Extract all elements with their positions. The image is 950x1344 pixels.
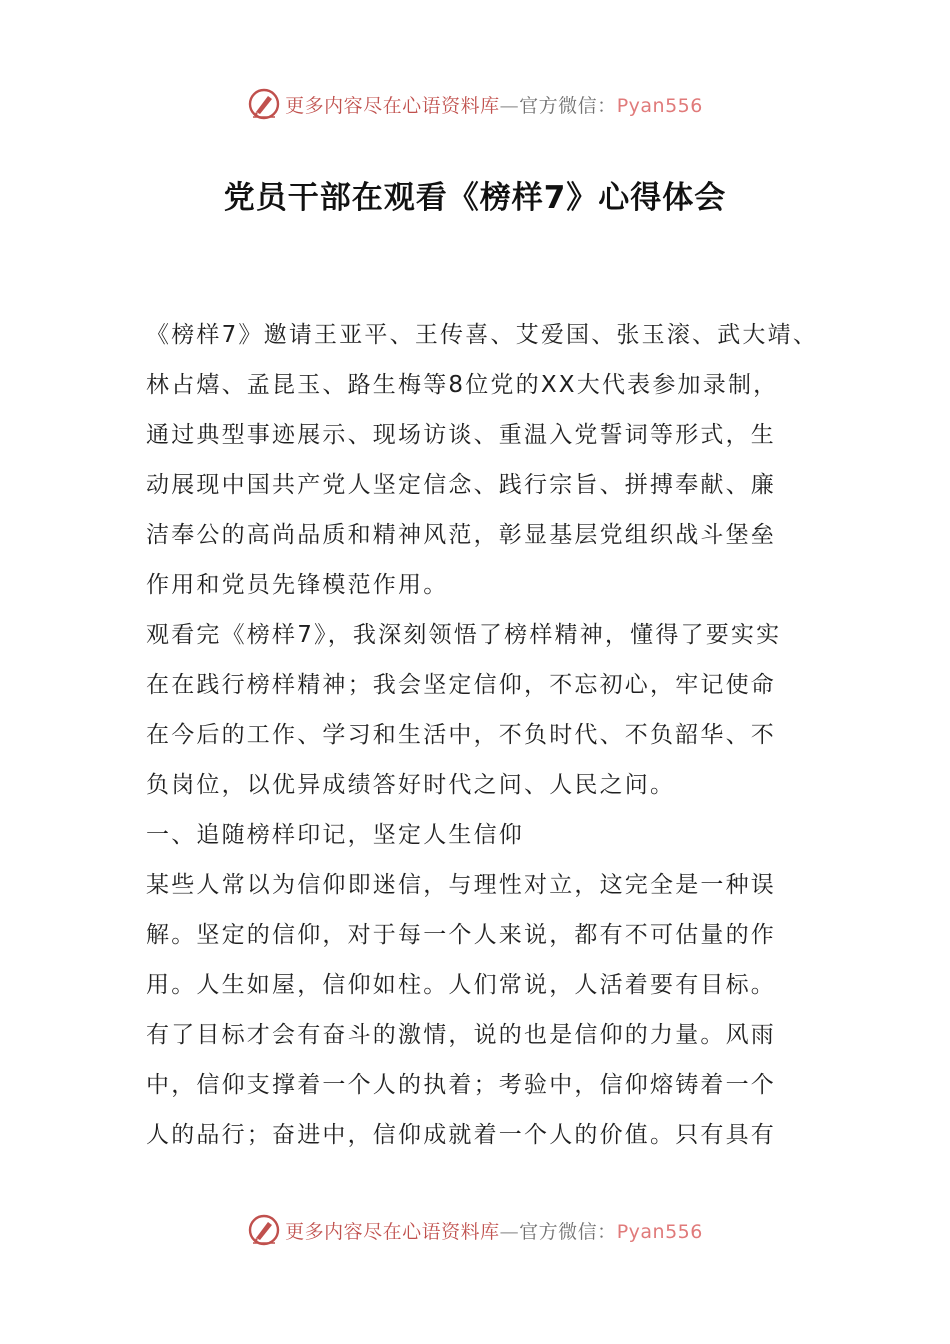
footer-banner [0, 1210, 950, 1250]
text-line: 解。坚定的信仰，对于每一个人来说，都有不可估量的作 [146, 922, 776, 948]
document-title: 党员干部在观看《榜样7》心得体会 [223, 180, 727, 216]
text-line: 观看完《榜样7》，我深刻领悟了榜样精神，懂得了要实实 [146, 622, 782, 648]
banner-wechat-id: Pyan556 [616, 1220, 703, 1243]
text-line: 通过典型事迹展示、现场访谈、重温入党誓词等形式，生 [146, 422, 776, 448]
banner-separator: — [499, 94, 520, 117]
pen-nib-logo-icon [247, 1213, 281, 1247]
document-body [146, 310, 819, 1160]
banner-separator: — [499, 1220, 520, 1243]
banner-wechat-label: 官方微信： [519, 1220, 617, 1243]
text-line: 用。人生如屋，信仰如柱。人们常说，人活着要有目标。 [146, 972, 776, 998]
text-line: 人的品行；奋进中，信仰成就着一个人的价值。只有具有 [146, 1122, 776, 1148]
banner-site-text: 更多内容尽在心语资料库 [285, 94, 500, 117]
banner-text [285, 1217, 703, 1244]
text-line: 负岗位，以优异成绩答好时代之问、人民之问。 [146, 772, 676, 798]
pen-nib-logo-icon [247, 87, 281, 121]
text-line: 中，信仰支撑着一个人的执着；考验中，信仰熔铸着一个 [146, 1072, 776, 1098]
text-line: 某些人常以为信仰即迷信，与理性对立，这完全是一种误 [146, 872, 776, 898]
header-banner [0, 84, 950, 124]
text-line: 有了目标才会有奋斗的激情，说的也是信仰的力量。风雨 [146, 1022, 776, 1048]
text-line: 在在践行榜样精神；我会坚定信仰，不忘初心，牢记使命 [146, 672, 776, 698]
text-line: 在今后的工作、学习和生活中，不负时代、不负韶华、不 [146, 722, 776, 748]
text-line: 《榜样7》邀请王亚平、王传喜、艾爱国、张玉滚、武大靖、 [146, 322, 819, 348]
text-line: 洁奉公的高尚品质和精神风范，彰显基层党组织战斗堡垒 [146, 522, 776, 548]
text-line: 动展现中国共产党人坚定信念、践行宗旨、拼搏奉献、廉 [146, 472, 776, 498]
section-heading: 一、追随榜样印记，坚定人生信仰 [146, 822, 524, 848]
banner-wechat-label: 官方微信： [519, 94, 617, 117]
banner-wechat-id: Pyan556 [616, 94, 703, 117]
text-line: 作用和党员先锋模范作用。 [146, 572, 449, 598]
banner-site-text: 更多内容尽在心语资料库 [285, 1220, 500, 1243]
banner-text [285, 91, 703, 118]
text-line: 林占熺、孟昆玉、路生梅等8位党的XX大代表参加录制， [146, 372, 779, 398]
